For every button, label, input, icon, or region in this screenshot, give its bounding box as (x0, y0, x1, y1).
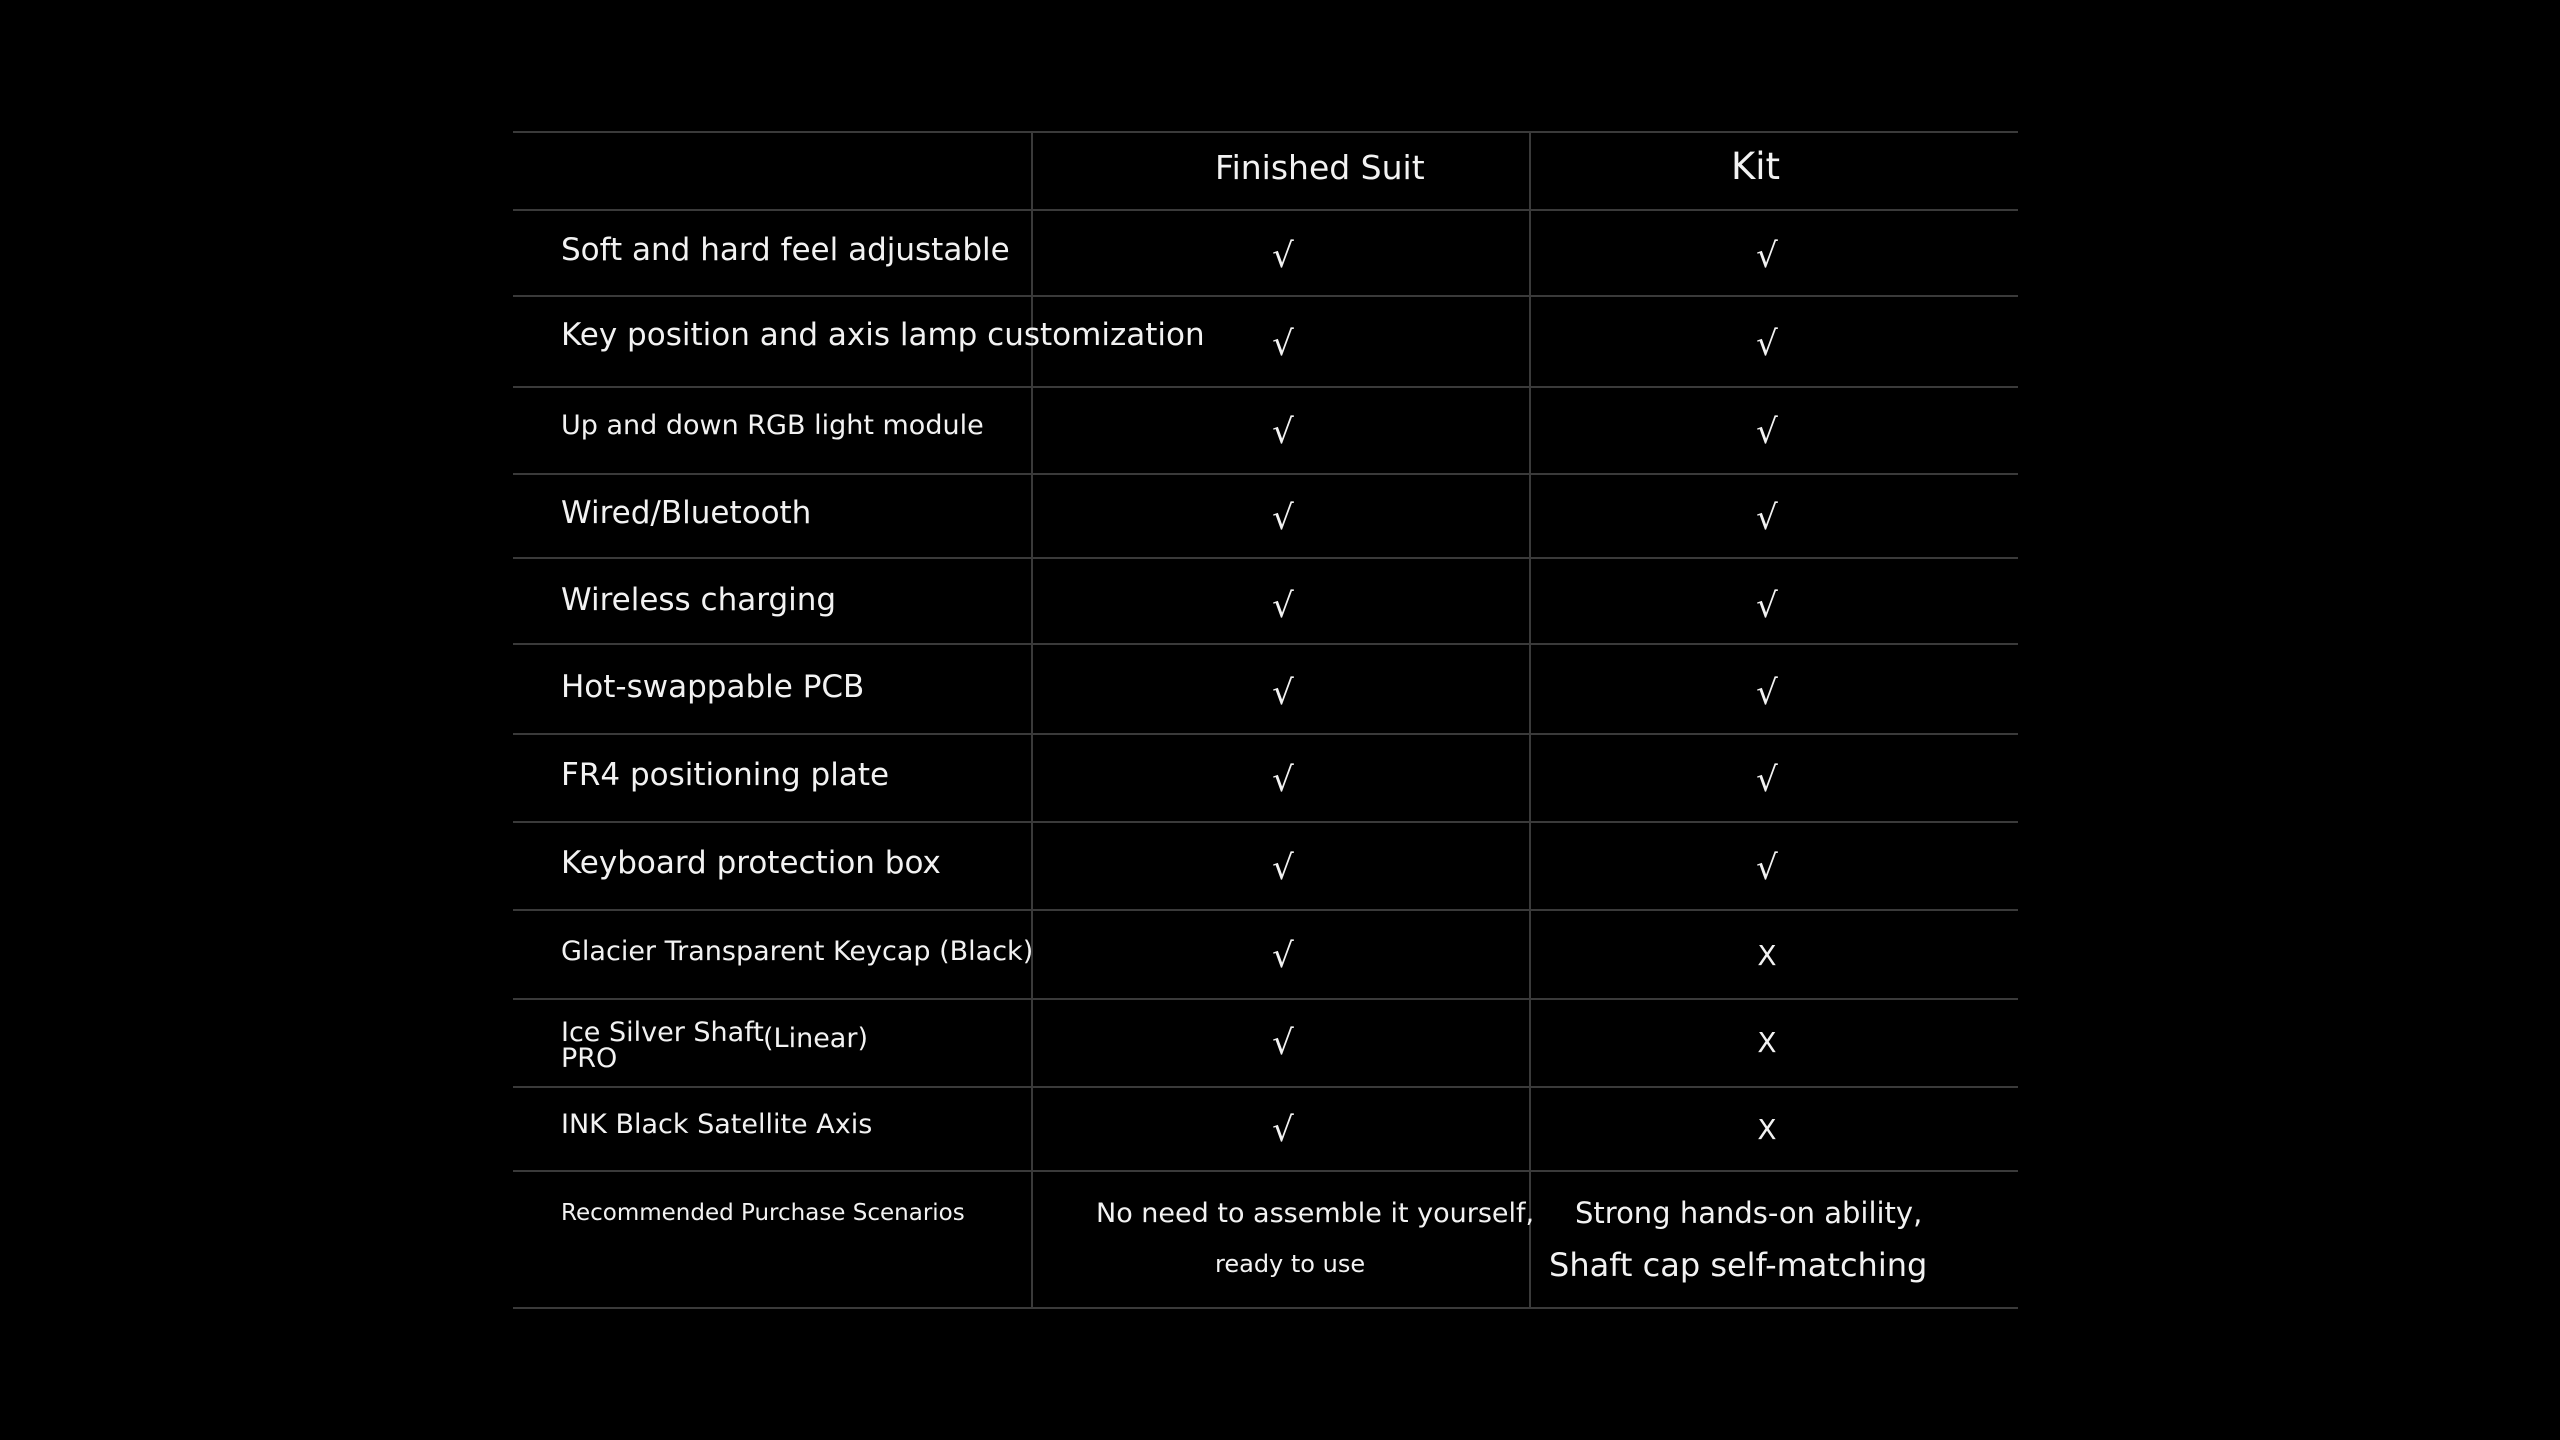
finished-scenario-line1: No need to assemble it yourself, (1096, 1198, 1535, 1229)
feature-label: Keyboard protection box (561, 845, 941, 881)
kit-check-mark: √ (1756, 236, 1778, 276)
kit-check-mark: √ (1756, 760, 1778, 800)
finished-scenario-line2: ready to use (1215, 1250, 1366, 1278)
scenario-label: Recommended Purchase Scenarios (561, 1200, 965, 1226)
finished-check-mark: √ (1272, 936, 1294, 976)
row-divider (513, 643, 2018, 645)
finished-check-mark: √ (1272, 412, 1294, 452)
feature-label: INK Black Satellite Axis (561, 1109, 873, 1140)
finished-check-mark: √ (1272, 1110, 1294, 1150)
feature-label: Key position and axis lamp customization (561, 317, 1205, 353)
kit-check-mark: √ (1756, 324, 1778, 364)
feature-label-line1: Ice Silver Shaft (561, 1017, 764, 1048)
feature-label-suffix: (Linear) (763, 1023, 868, 1054)
row-divider (513, 473, 2018, 475)
row-divider (513, 998, 2018, 1000)
feature-label: Up and down RGB light module (561, 410, 984, 441)
header-divider (513, 209, 2018, 211)
finished-check-mark: √ (1272, 324, 1294, 364)
column-divider (1031, 131, 1033, 1309)
header-finished-suit: Finished Suit (1215, 148, 1425, 187)
feature-label: Soft and hard feel adjustable (561, 232, 1010, 268)
finished-check-mark: √ (1272, 498, 1294, 538)
feature-label-line2: PRO (561, 1043, 618, 1074)
kit-check-mark: √ (1756, 412, 1778, 452)
row-divider (513, 557, 2018, 559)
kit-scenario-line2: Shaft cap self-matching (1549, 1246, 1928, 1284)
row-divider (513, 909, 2018, 911)
finished-check-mark: √ (1272, 760, 1294, 800)
kit-cross-mark: X (1757, 1113, 1777, 1146)
row-divider (513, 295, 2018, 297)
finished-check-mark: √ (1272, 236, 1294, 276)
column-divider (1529, 131, 1531, 1309)
feature-label: Glacier Transparent Keycap (Black) (561, 936, 1034, 967)
feature-label: Wired/Bluetooth (561, 495, 812, 531)
table-top-border (513, 131, 2018, 133)
finished-check-mark: √ (1272, 848, 1294, 888)
feature-label: Wireless charging (561, 582, 837, 618)
row-divider (513, 821, 2018, 823)
finished-check-mark: √ (1272, 1023, 1294, 1063)
finished-check-mark: √ (1272, 673, 1294, 713)
kit-check-mark: √ (1756, 673, 1778, 713)
kit-scenario-line1: Strong hands-on ability, (1575, 1196, 1923, 1230)
feature-label: Hot-swappable PCB (561, 669, 865, 705)
table-bottom-border (513, 1307, 2018, 1309)
kit-cross-mark: X (1757, 939, 1777, 972)
kit-check-mark: √ (1756, 498, 1778, 538)
row-divider (513, 1086, 2018, 1088)
row-divider (513, 1170, 2018, 1172)
kit-cross-mark: X (1757, 1026, 1777, 1059)
kit-check-mark: √ (1756, 586, 1778, 626)
feature-label: FR4 positioning plate (561, 757, 890, 793)
finished-check-mark: √ (1272, 586, 1294, 626)
comparison-table (513, 131, 2018, 1309)
row-divider (513, 733, 2018, 735)
header-kit: Kit (1731, 145, 1781, 188)
kit-check-mark: √ (1756, 848, 1778, 888)
row-divider (513, 386, 2018, 388)
